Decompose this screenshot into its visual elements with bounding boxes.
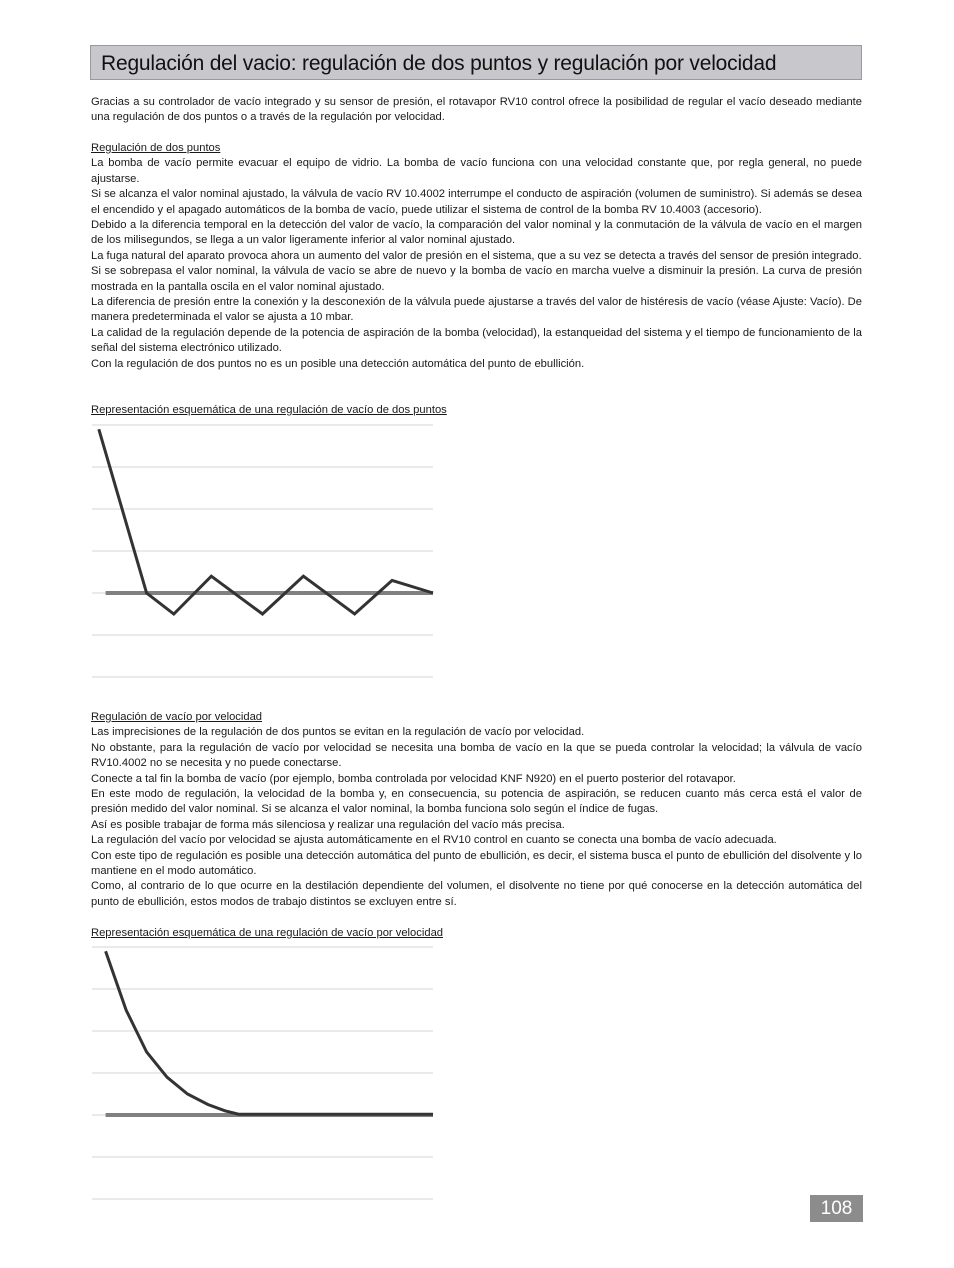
section-heading: Regulación de vacío por velocidad — [91, 711, 263, 723]
paragraph: Debido a la diferencia temporal en la detección del valor de vacío, la comparación del valor nominal y la conmutación de la válvula de vacío en el margen de los milisegundos, se llega a un valor ligeramente inferior al valor nominal ajustado. — [91, 219, 862, 247]
intro-paragraph — [91, 95, 862, 126]
page-number: 108 — [810, 1195, 863, 1222]
paragraph: La bomba de vacío permite evacuar el equipo de vidrio. La bomba de vacío funciona con una velocidad constante que, por regla general, no puede ajustarse. — [91, 157, 862, 185]
paragraph: En este modo de regulación, la velocidad de la bomba y, en consecuencia, su potencia de aspiración, se reducen cuanto más cerca está el valor de presión medido del valor nominal. Si se alcanza el valor nominal, la bomba funciona solo según el índice de fugas. — [91, 788, 862, 816]
paragraph: Con este tipo de regulación es posible una detección automática del punto de ebullición, es decir, el sistema busca el punto de ebullición del disolvente y lo mantiene en el modo automático. — [91, 849, 862, 878]
title-bar — [90, 45, 862, 80]
figure-caption: Representación esquemática de una regulación de vacío de dos puntos — [91, 404, 447, 416]
paragraph: La calidad de la regulación depende de la potencia de aspiración de la bomba (velocidad), la estanqueidad del sistema y el tiempo de funcionamiento de la señal del sistema electrónico utilizado. — [91, 326, 862, 355]
paragraph: La diferencia de presión entre la conexión y la desconexión de la válvula puede ajustarse a través del valor de histéresis de vacío (véase Ajuste: Vacío). De manera predeterminada el valor se ajusta a 10 mbar. — [91, 296, 862, 324]
paragraph: No obstante, para la regulación de vacío por velocidad se necesita una bomba de vacío en la que se pueda controlar la velocidad; la válvula de vacío RV10.4002 no se necesita y no puede conectarse. — [91, 741, 862, 770]
pressure-curve — [99, 429, 433, 614]
intro-text: Gracias a su controlador de vacío integrado y su sensor de presión, el rotavapor RV10 control ofrece la posibilidad de regular el vacío deseado mediante una regulación de dos puntos o a través de la regulación por velocidad. — [91, 96, 862, 124]
speed-regulation-chart — [91, 944, 436, 1202]
figure-caption-1 — [91, 403, 862, 418]
paragraph: Así es posible trabajar de forma más silenciosa y realizar una regulación del vacío más precisa. — [91, 818, 565, 831]
paragraph: Como, al contrario de lo que ocurre en la destilación dependiente del volumen, el disolvente no tiene por qué conocerse en la detección automática del punto de ebullición, estos modos de trabajo distintos se excluyen entre sí. — [91, 880, 862, 908]
paragraph: La fuga natural del aparato provoca ahora un aumento del valor de presión en el sistema, que a su vez se detecta a través del sensor de presión integrado. — [91, 249, 862, 262]
pressure-curve — [106, 951, 433, 1114]
figure-caption: Representación esquemática de una regulación de vacío por velocidad — [91, 927, 444, 939]
paragraph: Conecte a tal fin la bomba de vacío (por ejemplo, bomba controlada por velocidad KNF N920) en el puerto posterior del rotavapor. — [91, 772, 736, 785]
section-speed — [91, 710, 862, 910]
paragraph: La regulación del vacío por velocidad se ajusta automáticamente en el RV10 control en cuanto se conecta una bomba de vacío adecuada. — [91, 834, 777, 847]
paragraph: Las imprecisiones de la regulación de dos puntos se evitan en la regulación de vacío por velocidad. — [91, 726, 585, 739]
paragraph: Si se alcanza el valor nominal ajustado, la válvula de vacío RV 10.4002 interrumpe el conducto de aspiración (volumen de suministro). Si además se desea el encendido y el apagado automáticos de la bomba de vacío, puede utilizar el sistema de control de la bomba RV 10.4003 (accesorio). — [91, 188, 862, 216]
figure-caption-2 — [91, 926, 862, 941]
two-point-regulation-chart — [91, 422, 436, 680]
paragraph: Si se sobrepasa el valor nominal, la válvula de vacío se abre de nuevo y la bomba de vacío en marcha vuelve a disminuir la presión. La curva de presión mostrada en la pantalla oscila en el valor nominal ajustado. — [91, 265, 862, 293]
paragraph: Con la regulación de dos puntos no es un posible una detección automática del punto de ebullición. — [91, 357, 585, 370]
section-two-point — [91, 141, 862, 372]
page-title: Regulación del vacio: regulación de dos puntos y regulación por velocidad — [101, 52, 777, 75]
section-heading: Regulación de dos puntos — [91, 142, 221, 154]
